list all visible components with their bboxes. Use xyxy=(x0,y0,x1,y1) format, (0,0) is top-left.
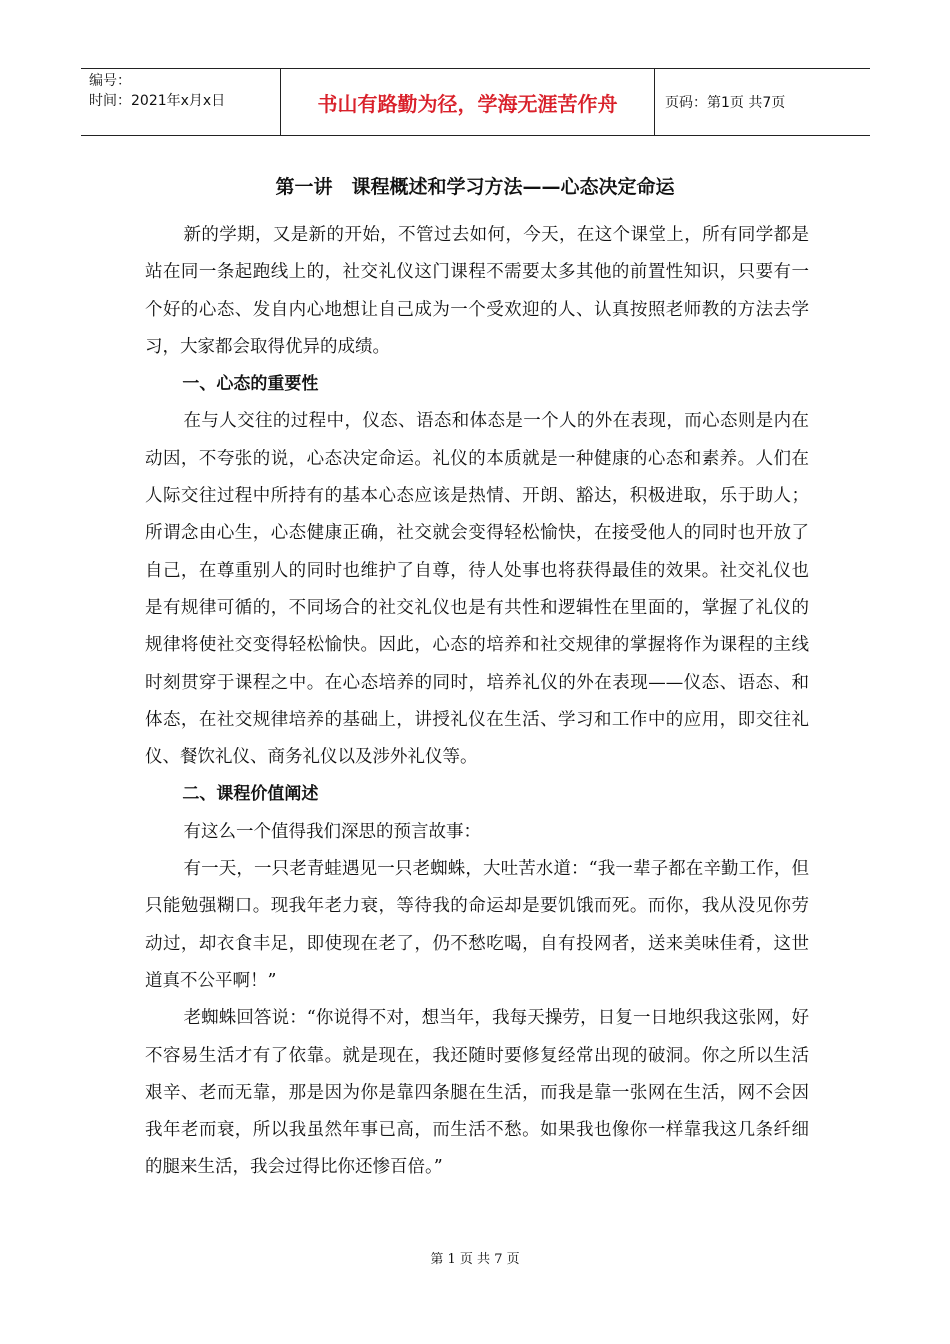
header-motto: 书山有路勤为径，学海无涯苦作舟 xyxy=(281,69,655,135)
paragraph-spider: 老蜘蛛回答说：“你说得不对，想当年，我每天操劳，日复一日地织我这张网，好不容易生活才有了依靠。就是现在，我还随时要修复经常出现的破洞。你之所以生活艰辛、老而无靠，那是因为你是靠四条腿在生活，而我是靠一张网在生活，网不会因我年老而衰，所以我虽然年事已高，而生活不愁。如果我也像你一样靠我这几条纤细的腿来生活，我会过得比你还惨百倍。” xyxy=(145,1008,809,1178)
header-meta xyxy=(81,69,281,135)
serial-label: 编号： xyxy=(89,73,131,89)
section-heading-1: 一、心态的重要性 xyxy=(182,374,319,395)
header-table xyxy=(81,68,870,136)
time-label: 时间：2021年x月x日 xyxy=(89,93,226,109)
paragraph-mindset: 在与人交往的过程中，仪态、语态和体态是一个人的外在表现，而心态则是内在动因，不夸张的说，心态决定命运。礼仪的本质就是一种健康的心态和素养。人们在人际交往过程中所持有的基本心态应该是热情、开朗、豁达，积极进取，乐于助人；所谓念由心生，心态健康正确，社交就会变得轻松愉快，在接受他人的同时也开放了自己，在尊重别人的同时也维护了自尊，待人处事也将获得最佳的效果。社交礼仪也是有规律可循的，不同场合的社交礼仪也是有共性和逻辑性在里面的，掌握了礼仪的规律将使社交变得轻松愉快。因此，心态的培养和社交规律的掌握将作为课程的主线时刻贯穿于课程之中。在心态培养的同时，培养礼仪的外在表现——仪态、语态、和体态，在社交规律培养的基础上，讲授礼仪在生活、学习和工作中的应用，即交往礼仪、餐饮礼仪、商务礼仪以及涉外礼仪等。 xyxy=(145,411,809,768)
page-footer: 第 1 页 共 7 页 xyxy=(430,1252,520,1267)
section-heading-2: 二、课程价值阐述 xyxy=(182,784,319,805)
page-title: 第一讲 课程概述和学习方法——心态决定命运 xyxy=(275,176,675,198)
document-body xyxy=(145,217,809,1187)
paragraph-intro: 新的学期，又是新的开始，不管过去如何，今天，在这个课堂上，所有同学都是站在同一条起跑线上的，社交礼仪这门课程不需要太多其他的前置性知识，只要有一个好的心态、发自内心地想让自己成为一个受欢迎的人、认真按照老师教的方法去学习，大家都会取得优异的成绩。 xyxy=(145,225,809,357)
paragraph-story-intro: 有这么一个值得我们深思的预言故事： xyxy=(183,821,481,842)
paragraph-frog: 有一天，一只老青蛙遇见一只老蜘蛛，大吐苦水道：“我一辈子都在辛勤工作，但只能勉强糊口。现我年老力衰，等待我的命运却是要饥饿而死。而你，我从没见你劳动过，却衣食丰足，即使现在老了，仍不愁吃喝，自有投网者，送来美味佳肴，这世道真不公平啊！” xyxy=(145,859,809,991)
header-page-info: 页码：第1页 共7页 xyxy=(665,95,786,111)
